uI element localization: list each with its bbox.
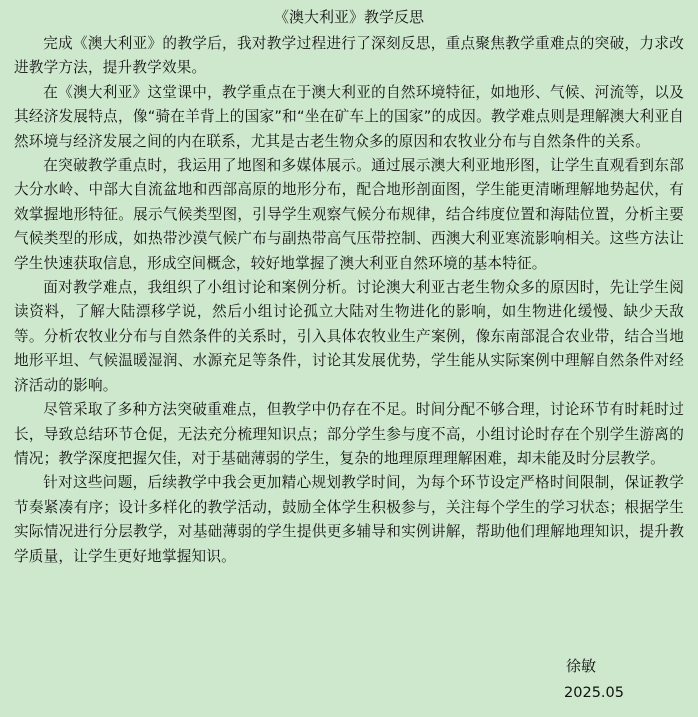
- paragraph-2: 在《澳大利亚》这堂课中，教学重点在于澳大利亚的自然环境特征，如地形、气候、河流等，以及其经济发展特点，像“骑在羊背上的国家”和“坐在矿车上的国家”的成因。教学难点则是理解澳大利亚自然环境与经济发展之间的内在联系，尤其是古老生物众多的原因和农牧业分布与自然条件的关系。: [14, 83, 684, 150]
- document-title: 《澳大利亚》教学反思: [273, 8, 424, 26]
- paragraph-1: 完成《澳大利亚》的教学后，我对教学过程进行了深刻反思，重点聚焦教学重难点的突破，力求改进教学方法，提升教学效果。: [14, 35, 684, 77]
- paragraph-4: 面对教学难点，我组织了小组讨论和案例分析。讨论澳大利亚古老生物众多的原因时，先让学生阅读资料，了解大陆漂移学说，然后小组讨论孤立大陆对生物进化的影响，如生物进化缓慢、缺少天敌等。分析农牧业分布与自然条件的关系时，引入具体农牧业生产案例，像东南部混合农业带，结合当地地形平坦、气候温暖湿润、水源充足等条件，讨论其发展优势，学生能从实际案例中理解自然条件对经济活动的影响。: [14, 279, 684, 394]
- paragraph-5: 尽管采取了多种方法突破重难点，但教学中仍存在不足。时间分配不够合理，讨论环节有时耗时过长，导致总结环节仓促，无法充分梳理知识点；部分学生参与度不高，小组讨论时存在个别学生游离的情况；教学深度把握欠佳，对于基础薄弱的学生，复杂的地理原理理解困难，却未能及时分层教学。: [14, 401, 684, 467]
- paragraph-6: 针对这些问题，后续教学中我会更加精心规划教学时间，为每个环节设定严格时间限制，保证教学节奏紧凑有序；设计多样化的教学活动，鼓励全体学生积极参与，关注每个学生的学习状态；根据学生实际情况进行分层教学，对基础薄弱的学生提供更多辅导和实例讲解，帮助他们理解地理知识，提升教学质量，让学生更好地掌握知识。: [14, 474, 684, 565]
- document-date: 2025.05: [564, 685, 624, 701]
- paragraph-3: 在突破教学重点时，我运用了地图和多媒体展示。通过展示澳大利亚地形图，让学生直观看到东部大分水岭、中部大自流盆地和西部高原的地形分布，配合地形剖面图，学生能更清晰理解地势起伏，有效掌握地形特征。展示气候类型图，引导学生观察气候分布规律，结合纬度位置和海陆位置，分析主要气候类型的形成，如热带沙漠气候广布与副热带高气压带控制、西澳大利亚寒流影响相关。这些方法让学生快速获取信息，形成空间概念，较好地掌握了澳大利亚自然环境的基本特征。: [14, 157, 684, 272]
- signature-block: [566, 655, 624, 704]
- author-name: 徐敏: [566, 657, 597, 675]
